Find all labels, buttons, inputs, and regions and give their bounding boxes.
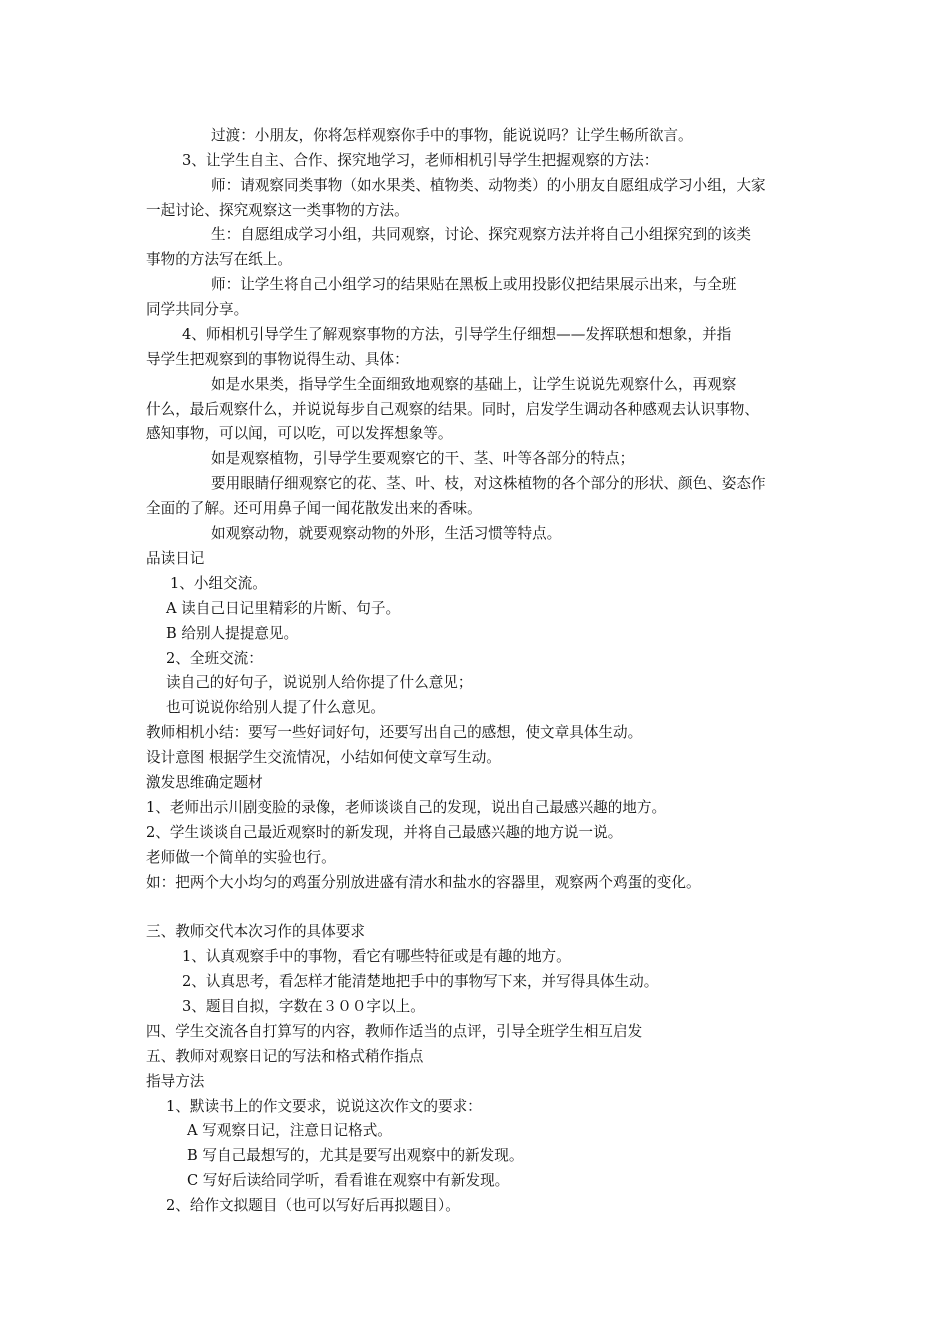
text-line: 读自己的好句子，说说别人给你提了什么意见； xyxy=(166,674,473,691)
text-line: 1、默读书上的作文要求，说说这次作文的要求： xyxy=(166,1098,482,1115)
text-line: 如是观察植物，引导学生要观察它的干、茎、叶等各部分的特点； xyxy=(211,450,635,467)
text-line: 导学生把观察到的事物说得生动、具体： xyxy=(146,351,409,368)
text-line: 师：让学生将自己小组学习的结果贴在黑板上或用投影仪把结果展示出来，与全班 xyxy=(211,276,737,293)
text-line: 生：自愿组成学习小组，共同观察，讨论、探究观察方法并将自己小组探究到的该类 xyxy=(211,226,751,243)
text-line: 事物的方法写在纸上。 xyxy=(146,251,292,268)
text-line: 师：请观察同类事物（如水果类、植物类、动物类）的小朋友自愿组成学习小组，大家 xyxy=(211,177,766,194)
text-line: A 写观察日记，注意日记格式。 xyxy=(187,1122,392,1139)
text-line: 三、教师交代本次习作的具体要求 xyxy=(146,923,365,940)
text-line: 四、学生交流各自打算写的内容，教师作适当的点评，引导全班学生相互启发 xyxy=(146,1023,643,1040)
text-line: 感知事物，可以闻，可以吃，可以发挥想象等。 xyxy=(146,425,453,442)
text-line: 也可说说你给别人提了什么意见。 xyxy=(166,699,385,716)
text-line: 指导方法 xyxy=(146,1073,205,1090)
text-line: 1、小组交流。 xyxy=(170,575,267,592)
text-line: 3、让学生自主、合作、探究地学习，老师相机引导学生把握观察的方法： xyxy=(182,152,659,169)
text-line: 五、教师对观察日记的写法和格式稍作指点 xyxy=(146,1048,424,1065)
text-line: 2、给作文拟题目（也可以写好后再拟题目）。 xyxy=(166,1197,460,1214)
text-line: 如观察动物，就要观察动物的外形，生活习惯等特点。 xyxy=(211,525,562,542)
text-line: 同学共同分享。 xyxy=(146,301,249,318)
text-line: 如是水果类，指导学生全面细致地观察的基础上，让学生说说先观察什么，再观察 xyxy=(211,376,737,393)
text-line: 设计意图 根据学生交流情况，小结如何使文章写生动。 xyxy=(146,749,501,766)
text-line: 一起讨论、探究观察这一类事物的方法。 xyxy=(146,202,409,219)
text-line: 什么，最后观察什么，并说说每步自己观察的结果。同时，启发学生调动各种感观去认识事物、 xyxy=(146,401,759,418)
text-line: 老师做一个简单的实验也行。 xyxy=(146,849,336,866)
text-line: 1、老师出示川剧变脸的录像，老师谈谈自己的发现，说出自己最感兴趣的地方。 xyxy=(146,799,667,816)
text-line: 品读日记 xyxy=(146,550,205,567)
text-line: 教师相机小结：要写一些好词好句，还要写出自己的感想，使文章具体生动。 xyxy=(146,724,643,741)
text-line: 过渡：小朋友，你将怎样观察你手中的事物，能说说吗？让学生畅所欲言。 xyxy=(211,127,693,144)
text-line: 2、学生谈谈自己最近观察时的新发现，并将自己最感兴趣的地方说一说。 xyxy=(146,824,623,841)
text-line: 2、认真思考，看怎样才能清楚地把手中的事物写下来，并写得具体生动。 xyxy=(182,973,659,990)
text-line: 如：把两个大小均匀的鸡蛋分别放进盛有清水和盐水的容器里，观察两个鸡蛋的变化。 xyxy=(146,874,701,891)
text-line: B 写自己最想写的，尤其是要写出观察中的新发现。 xyxy=(187,1147,524,1164)
text-line: A 读自己日记里精彩的片断、句子。 xyxy=(166,600,401,617)
text-line: 3、题目自拟，字数在３００字以上。 xyxy=(182,998,425,1015)
text-line: 1、认真观察手中的事物，看它有哪些特征或是有趣的地方。 xyxy=(182,948,571,965)
text-line: B 给别人提提意见。 xyxy=(166,625,299,642)
text-line: 2、全班交流： xyxy=(166,650,263,667)
text-line: 全面的了解。还可用鼻子闻一闻花散发出来的香味。 xyxy=(146,500,482,517)
text-line: 激发思维确定题材 xyxy=(146,774,263,791)
text-line: 4、师相机引导学生了解观察事物的方法，引导学生仔细想——发挥联想和想象，并指 xyxy=(182,326,732,343)
text-line: C 写好后读给同学听，看看谁在观察中有新发现。 xyxy=(187,1172,510,1189)
text-line: 要用眼睛仔细观察它的花、茎、叶、枝，对这株植物的各个部分的形状、颜色、姿态作 xyxy=(211,475,766,492)
